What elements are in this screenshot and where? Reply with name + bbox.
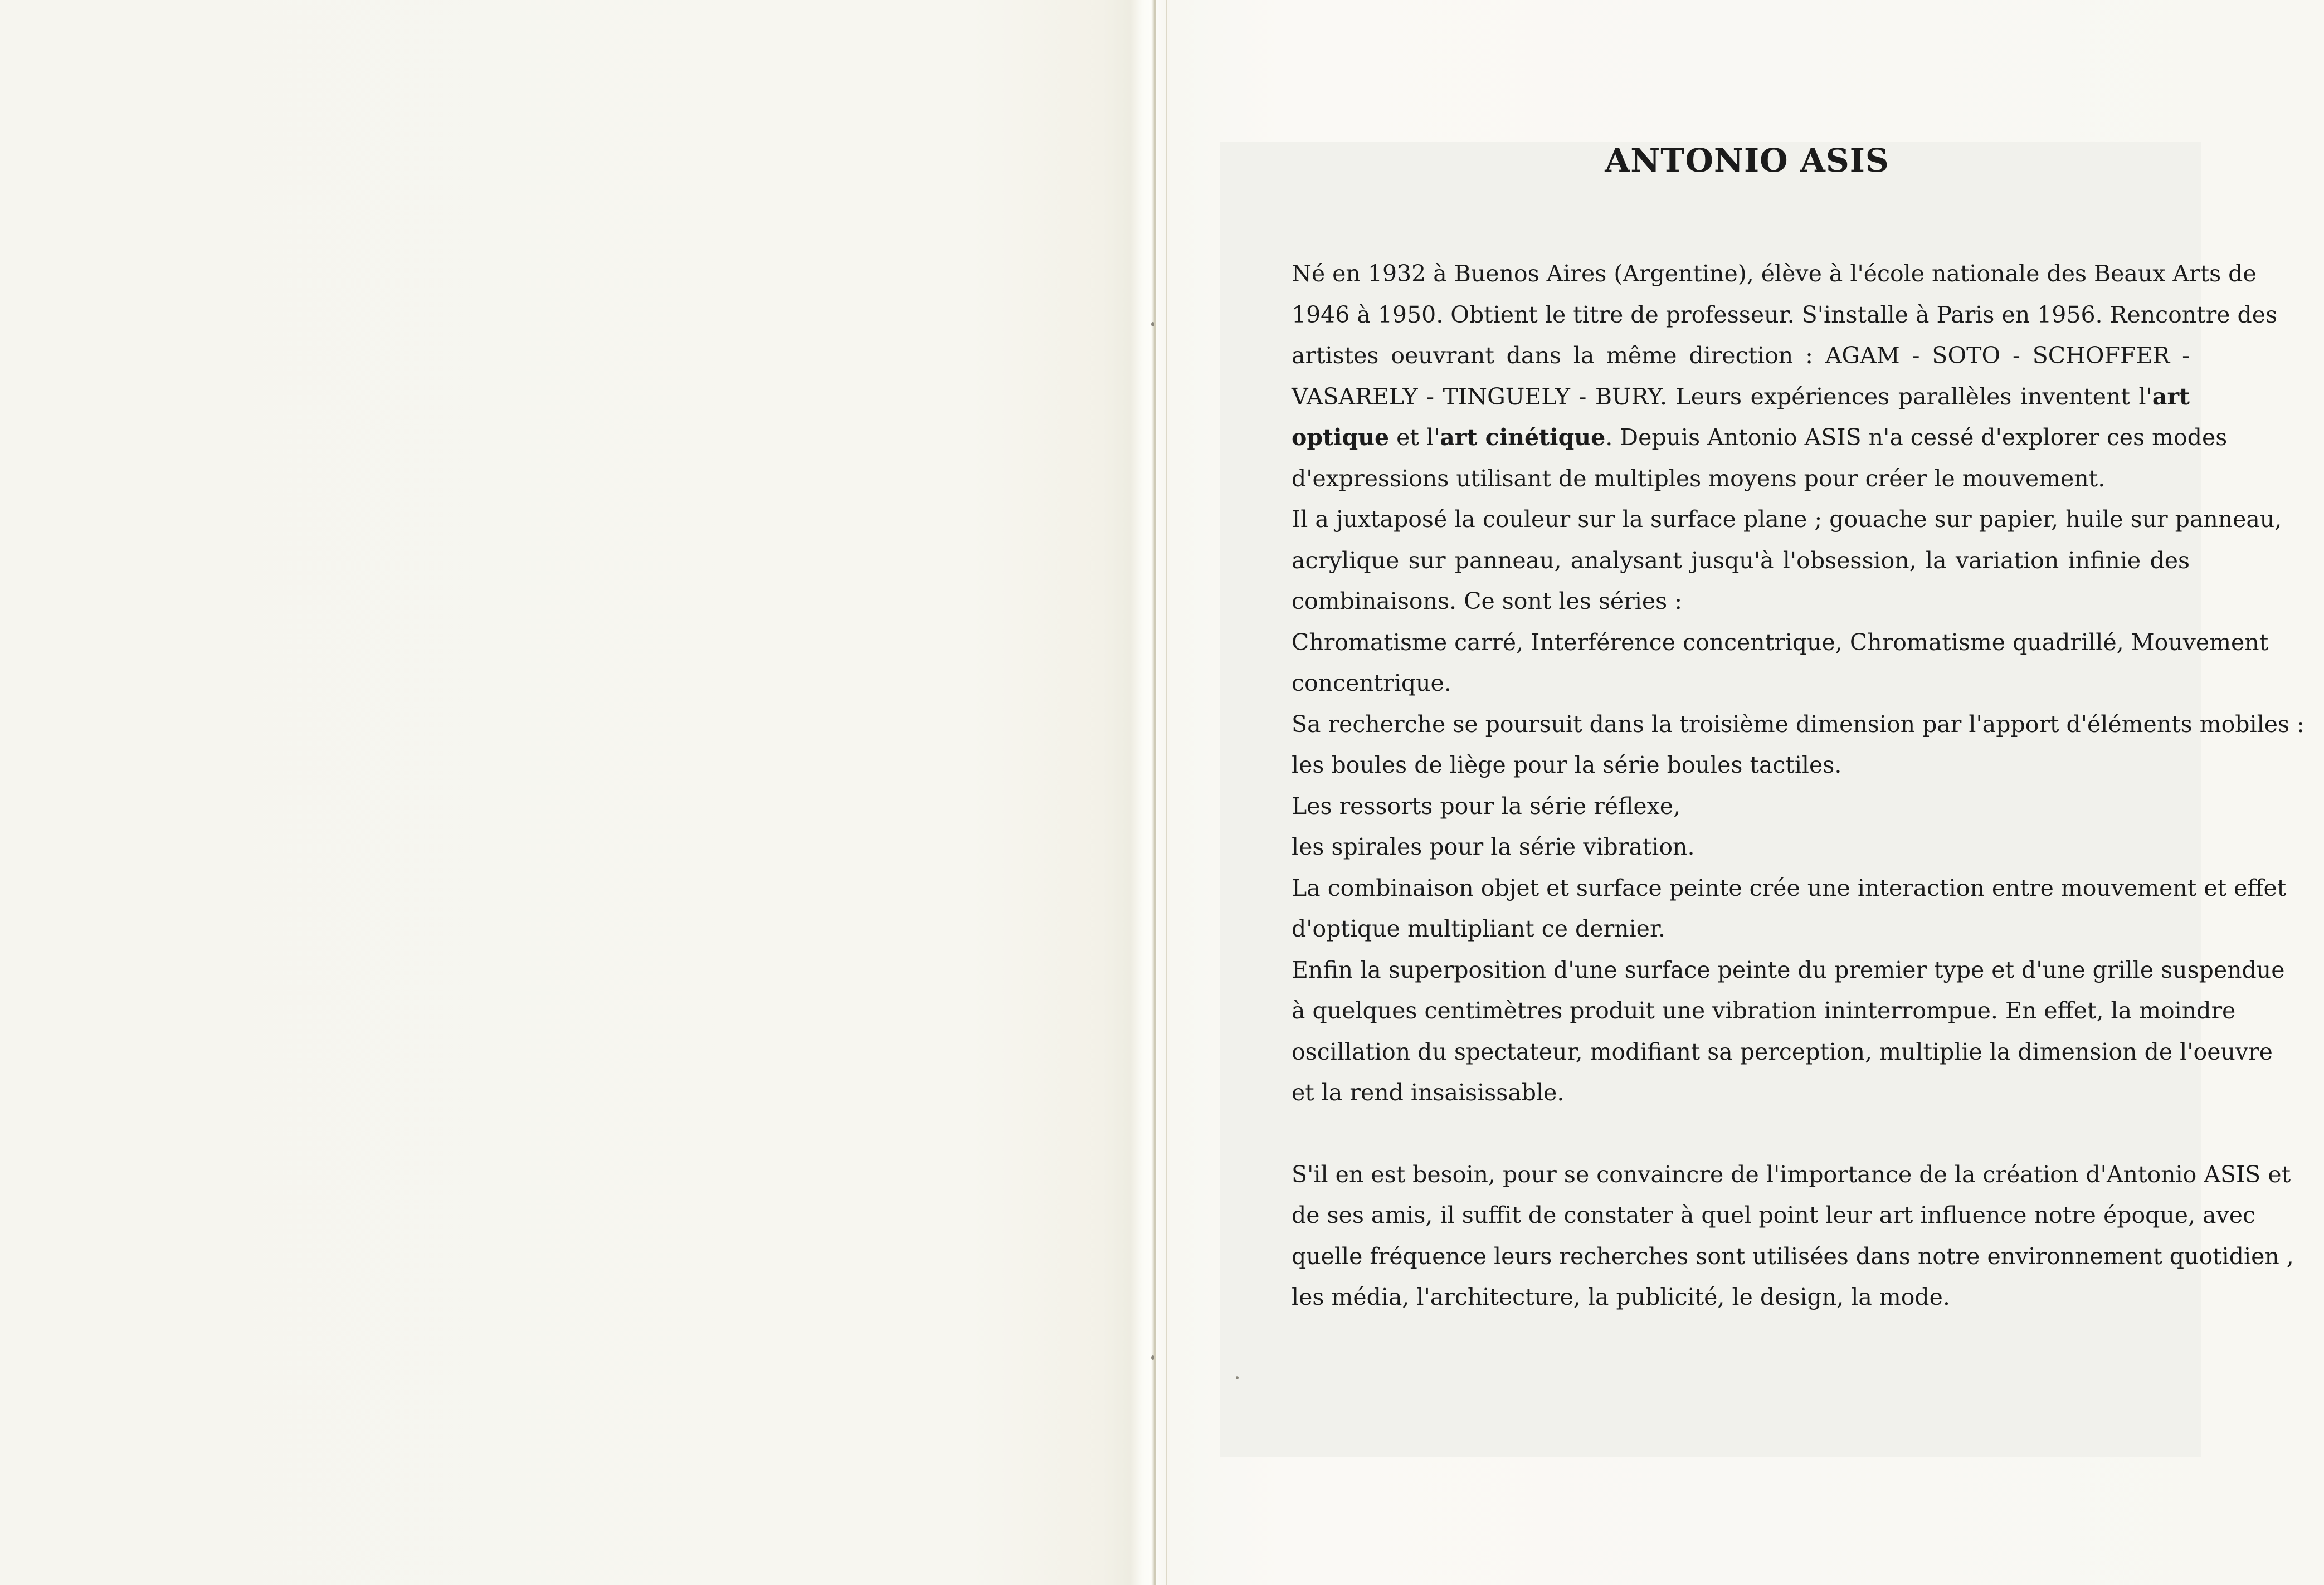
text-line: Il a juxtaposé la couleur sur la surface plane ; gouache sur papier, huile sur panneau, bbox=[1292, 506, 2282, 533]
text-line: combinaisons. Ce sont les séries : bbox=[1292, 588, 1683, 615]
bold-term: art cinétique bbox=[1440, 424, 1606, 451]
text-run: . Depuis Antonio ASIS n'a cessé d'explorer ces modes bbox=[1605, 424, 2228, 451]
text-line bbox=[1292, 377, 2190, 418]
text-run: et l' bbox=[1389, 424, 1440, 451]
text-line: d'expressions utilisant de multiples moyens pour créer le mouvement. bbox=[1292, 465, 2106, 492]
text-line: artistes oeuvrant dans la même direction : AGAM - SOTO - SCHOFFER - bbox=[1292, 342, 2190, 369]
text-line: Enfin la superposition d'une surface peinte du premier type et d'une grille suspendue bbox=[1292, 956, 2285, 983]
paragraph-combination bbox=[1292, 868, 2287, 950]
biography-text bbox=[1292, 253, 2304, 1318]
text-line: acrylique sur panneau, analysant jusqu'à l'obsession, la variation infinie des bbox=[1292, 547, 2190, 574]
text-line: les boules de liège pour la série boules tactiles. bbox=[1292, 752, 1842, 778]
text-run: VASARELY - TINGUELY - BURY. Leurs expériences parallèles inventent l' bbox=[1292, 383, 2152, 410]
text-line: S'il en est besoin, pour se convaincre de l'importance de la création d'Antonio ASIS et bbox=[1292, 1160, 2291, 1188]
paragraph-biography bbox=[1292, 253, 2278, 499]
text-line: les spirales pour la série vibration. bbox=[1292, 833, 1695, 860]
paragraph-third-dimension bbox=[1292, 704, 2304, 786]
text-line: quelle fréquence leurs recherches sont utilisées dans notre environnement quotidien , bbox=[1292, 1242, 2294, 1270]
text-line bbox=[1292, 417, 2228, 459]
paragraph-vibration bbox=[1292, 827, 2190, 868]
staple-mark bbox=[1151, 322, 1154, 326]
spine-crease-2 bbox=[1166, 0, 1167, 1585]
text-line: Les ressorts pour la série réflexe, bbox=[1292, 792, 1681, 820]
text-line: à quelques centimètres produit une vibration ininterrompue. En effet, la moindre bbox=[1292, 997, 2236, 1024]
paragraph-gap bbox=[1292, 1114, 2190, 1154]
text-line: concentrique. bbox=[1292, 670, 1451, 696]
page-title: ANTONIO ASIS bbox=[1605, 141, 1889, 179]
paragraph-superposition bbox=[1292, 950, 2285, 1114]
paragraph-reflexe bbox=[1292, 786, 2190, 827]
bold-term: art bbox=[2152, 383, 2190, 410]
text-line: les média, l'architecture, la publicité, le design, la mode. bbox=[1292, 1284, 1950, 1310]
text-line: de ses amis, il suffit de constater à quel point leur art influence notre époque, avec bbox=[1292, 1202, 2255, 1228]
bold-term: optique bbox=[1292, 424, 1390, 451]
text-line: d'optique multipliant ce dernier. bbox=[1292, 915, 1666, 942]
text-line: Chromatisme carré, Interférence concentrique, Chromatisme quadrillé, Mouvement bbox=[1292, 628, 2269, 656]
spine-fold bbox=[1131, 0, 1176, 1585]
left-page-blank bbox=[0, 0, 1137, 1585]
text-line: Né en 1932 à Buenos Aires (Argentine), élève à l'école nationale des Beaux Arts de bbox=[1292, 260, 2257, 287]
paragraph-techniques bbox=[1292, 499, 2282, 622]
text-line: Sa recherche se poursuit dans la troisième dimension par l'apport d'éléments mobiles : bbox=[1292, 710, 2304, 738]
spine-crease bbox=[1154, 0, 1156, 1585]
paragraph-series bbox=[1292, 622, 2269, 704]
paragraph-conclusion bbox=[1292, 1154, 2294, 1318]
text-line: 1946 à 1950. Obtient le titre de professeur. S'installe à Paris en 1956. Rencontre des bbox=[1292, 301, 2278, 328]
text-line: et la rend insaisissable. bbox=[1292, 1079, 1565, 1106]
paper-speck bbox=[1236, 1376, 1239, 1379]
staple-mark bbox=[1151, 1355, 1154, 1360]
text-line: oscillation du spectateur, modifiant sa perception, multiplie la dimension de l'oeuvre bbox=[1292, 1038, 2273, 1065]
text-line: La combinaison objet et surface peinte crée une interaction entre mouvement et effet bbox=[1292, 874, 2287, 901]
